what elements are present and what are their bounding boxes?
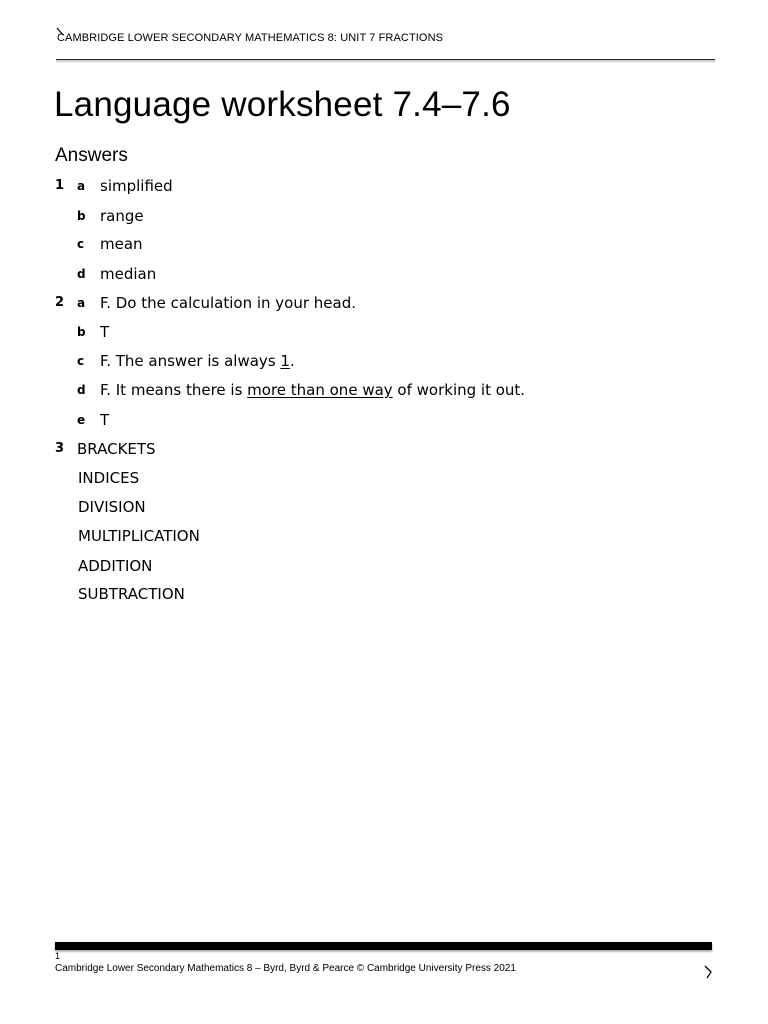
footer-bar bbox=[55, 942, 712, 950]
answer-text-start: F. The answer is always bbox=[100, 352, 281, 370]
page-number: 1 bbox=[55, 951, 61, 961]
answer-word: INDICES bbox=[78, 469, 140, 487]
part-label: d bbox=[77, 383, 86, 397]
answer-text: median bbox=[100, 265, 157, 283]
answer-text: mean bbox=[100, 235, 143, 253]
page-title: Language worksheet 7.4–7.6 bbox=[54, 85, 511, 124]
underlined-text: more than one way bbox=[247, 381, 393, 399]
part-label: c bbox=[77, 237, 85, 251]
section-heading: Answers bbox=[55, 145, 128, 166]
part-label: e bbox=[77, 413, 86, 427]
answer-word: BRACKETS bbox=[77, 440, 156, 458]
answer-text bbox=[100, 350, 295, 372]
running-header: CAMBRIDGE LOWER SECONDARY MATHEMATICS 8: UNIT 7 FRACTIONS bbox=[57, 32, 444, 44]
answer-text: F. Do the calculation in your head. bbox=[100, 294, 357, 312]
part-label: c bbox=[77, 354, 85, 368]
part-label: a bbox=[77, 179, 86, 193]
answer-word: MULTIPLICATION bbox=[78, 527, 200, 545]
answer-text: simplified bbox=[100, 177, 173, 195]
answer-text: T bbox=[100, 411, 110, 429]
answer-text-end: of working it out. bbox=[392, 381, 526, 399]
answer-word: ADDITION bbox=[78, 557, 153, 575]
question-number: 1 bbox=[55, 178, 65, 193]
answer-text: range bbox=[100, 207, 144, 225]
answer-word: SUBTRACTION bbox=[78, 585, 185, 603]
question-number: 3 bbox=[55, 441, 65, 456]
crop-mark-icon bbox=[703, 965, 713, 979]
part-label: a bbox=[77, 296, 86, 310]
header-rule bbox=[56, 59, 715, 60]
answer-text-start: F. It means there is bbox=[100, 381, 248, 399]
answer-text-end: . bbox=[289, 352, 295, 370]
part-label: d bbox=[77, 267, 86, 281]
footer-credit: Cambridge Lower Secondary Mathematics 8 – Byrd, Byrd & Pearce © Cambridge University Press 2021 bbox=[55, 963, 516, 974]
underlined-text: 1 bbox=[280, 352, 290, 370]
answer-text: T bbox=[100, 323, 110, 341]
part-label: b bbox=[77, 209, 86, 223]
part-label: b bbox=[77, 325, 86, 339]
answer-text bbox=[100, 379, 525, 401]
answer-word: DIVISION bbox=[78, 498, 146, 516]
question-number: 2 bbox=[55, 295, 65, 310]
